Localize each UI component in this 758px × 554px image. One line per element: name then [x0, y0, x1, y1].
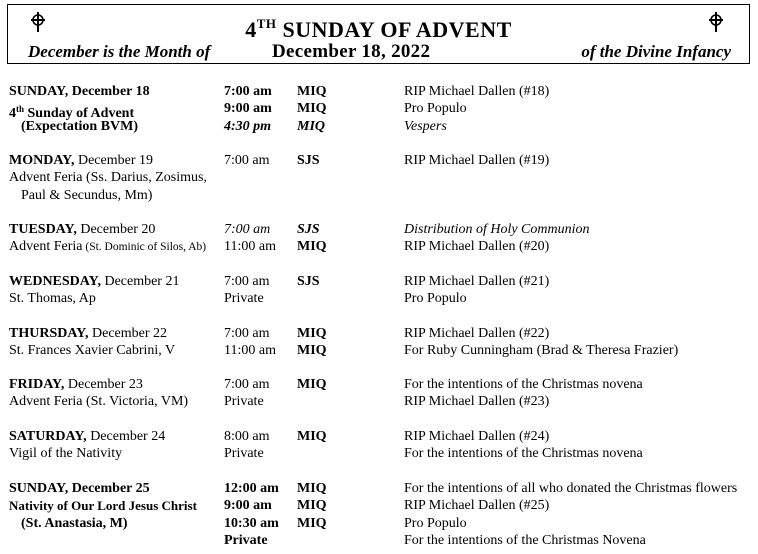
feast-name: Advent Feria (St. Victoria, VM) [9, 394, 189, 410]
mass-time: Private [224, 532, 268, 548]
feast-name: St. Frances Xavier Cabrini, V [9, 343, 176, 359]
mass-time: 7:00 am [224, 222, 271, 237]
day-heading: WEDNESDAY, December 21 [9, 274, 180, 289]
mass-intention: RIP Michael Dallen (#24) [404, 429, 550, 444]
mass-intention: RIP Michael Dallen (#18) [404, 84, 550, 99]
feast-name: Vigil of the Nativity [9, 446, 123, 462]
mass-time: 11:00 am [224, 239, 276, 255]
mass-intention: RIP Michael Dallen (#21) [404, 274, 550, 289]
day-block-tuesday-dec-20 [0, 221, 758, 256]
mass-location: MIQ [297, 118, 326, 134]
mass-intention: Vespers [404, 118, 447, 134]
mass-time: 7:00 am [224, 274, 270, 289]
mass-intention: For Ruby Cunningham (Brad & Theresa Frazier) [404, 343, 679, 359]
mass-location: MIQ [297, 326, 327, 341]
mass-time: 7:00 am [224, 377, 270, 392]
mass-intention: For the intentions of the Christmas Novena [404, 532, 646, 548]
mass-intention: RIP Michael Dallen (#19) [404, 153, 550, 168]
day-block-sunday-dec-18 [0, 83, 758, 135]
mass-time: Private [224, 394, 264, 410]
day-heading: FRIDAY, December 23 [9, 377, 143, 392]
bulletin-date: December 18, 2022 [272, 41, 431, 62]
mass-time: 9:00 am [224, 101, 272, 117]
day-heading: MONDAY, December 19 [9, 153, 154, 168]
mass-location: MIQ [297, 429, 327, 444]
day-block-saturday-dec-24 [0, 428, 758, 463]
mass-location: MIQ [297, 515, 327, 531]
day-block-sunday-dec-25 [0, 480, 758, 549]
day-heading: SATURDAY, December 24 [9, 429, 166, 444]
mass-time: 10:30 am [224, 515, 279, 531]
mass-location: MIQ [297, 239, 327, 255]
feast-name: 4th Sunday of Advent [9, 104, 135, 122]
day-heading: TUESDAY, December 20 [9, 222, 156, 237]
feast-subtitle: (Expectation BVM) [21, 118, 139, 134]
mass-time: 12:00 am [224, 481, 279, 496]
day-block-monday-dec-19 [0, 152, 758, 204]
mass-location: SJS [297, 274, 320, 289]
mass-intention: For the intentions of the Christmas novena [404, 446, 643, 462]
feast-name: Nativity of Our Lord Jesus Christ [9, 498, 197, 514]
mass-intention: RIP Michael Dallen (#25) [404, 498, 550, 514]
mass-time: Private [224, 446, 264, 462]
day-heading: THURSDAY, December 22 [9, 326, 168, 341]
mass-time: 7:00 am [224, 84, 272, 99]
page-title: 4TH SUNDAY OF ADVENT [245, 16, 512, 42]
mass-time: 7:00 am [224, 153, 270, 168]
mass-location: MIQ [297, 498, 327, 514]
day-heading: SUNDAY, December 18 [9, 84, 150, 99]
mass-location: MIQ [297, 377, 327, 392]
day-heading: SUNDAY, December 25 [9, 481, 150, 496]
mass-intention: RIP Michael Dallen (#22) [404, 326, 550, 341]
mass-location: SJS [297, 153, 320, 168]
mass-intention: RIP Michael Dallen (#23) [404, 394, 550, 410]
mass-intention: Pro Populo [404, 291, 467, 307]
mass-location: MIQ [297, 84, 327, 99]
mass-intention: Distribution of Holy Communion [404, 222, 590, 237]
mass-time: 8:00 am [224, 429, 270, 444]
mass-location: MIQ [297, 481, 327, 496]
day-block-thursday-dec-22 [0, 325, 758, 360]
feast-name: Advent Feria (St. Dominic of Silos, Ab) [9, 239, 207, 255]
feast-name: Advent Feria (Ss. Darius, Zosimus, [9, 170, 207, 186]
mass-location: SJS [297, 222, 320, 237]
day-block-friday-dec-23 [0, 376, 758, 411]
mass-time: Private [224, 291, 264, 307]
mass-intention: For the intentions of all who donated the Christmas flowers [404, 481, 738, 496]
mass-intention: For the intentions of the Christmas novena [404, 377, 643, 392]
mass-location: MIQ [297, 343, 327, 359]
mass-time: 7:00 am [224, 326, 270, 341]
month-dedication-right: of the Divine Infancy [581, 42, 731, 61]
mass-intention: Pro Populo [404, 515, 467, 531]
mass-time: 4:30 pm [224, 118, 272, 134]
mass-time: 9:00 am [224, 498, 272, 514]
mass-intention: Pro Populo [404, 101, 467, 117]
month-dedication-left: December is the Month of [28, 42, 211, 61]
bulletin-header [7, 4, 750, 64]
day-block-wednesday-dec-21 [0, 273, 758, 308]
mass-time: 11:00 am [224, 343, 276, 359]
mass-location: MIQ [297, 101, 327, 117]
mass-intention: RIP Michael Dallen (#20) [404, 239, 550, 255]
feast-subtitle: (St. Anastasia, M) [21, 515, 128, 531]
feast-name: St. Thomas, Ap [9, 291, 96, 307]
feast-name-continued: Paul & Secundus, Mm) [21, 187, 153, 203]
